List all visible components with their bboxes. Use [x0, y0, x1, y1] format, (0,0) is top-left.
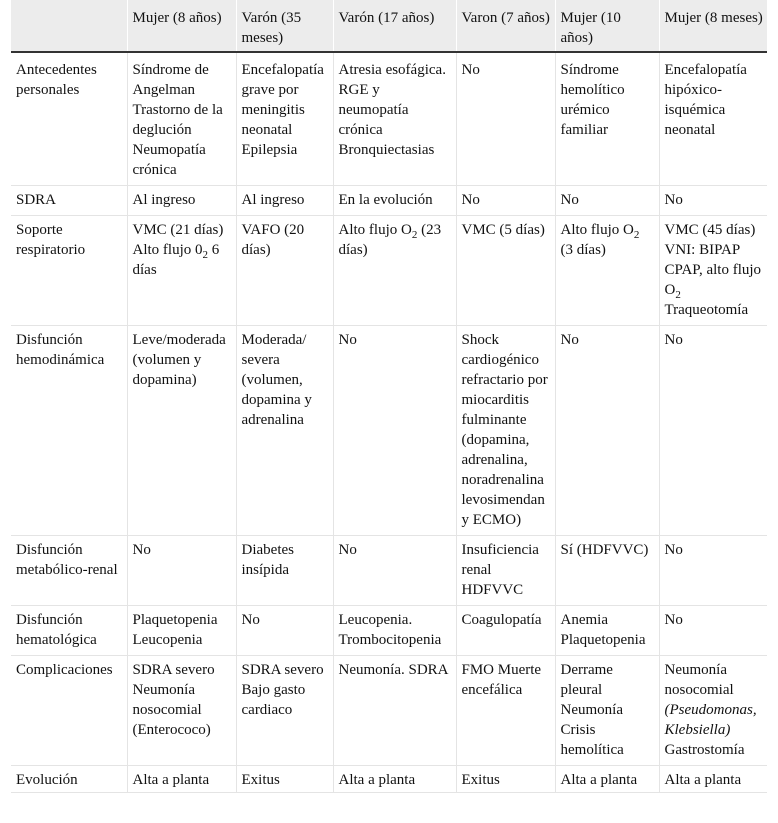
header-row: [11, 0, 767, 52]
table-cell: No: [333, 536, 456, 606]
table-cell: Encefalopatía grave por meningitis neonatal Epilepsia: [236, 52, 333, 186]
table-cell: Encefalopatía hipóxico-isquémica neonatal: [659, 52, 767, 186]
table-cell: No: [659, 536, 767, 606]
italic-organisms: (Pseudomonas, Klebsiella): [664, 702, 757, 738]
cell-text: (23 días): [338, 222, 442, 258]
table-cell: Leucopenia. Trombocitopenia: [333, 606, 456, 656]
header-cell-patient-3: Varón (17 años): [333, 0, 456, 52]
table-cell: Alta a planta: [659, 766, 767, 793]
table-cell: SDRA severo Bajo gasto cardiaco: [236, 656, 333, 766]
table-cell: Exitus: [236, 766, 333, 793]
table-header: [11, 0, 767, 52]
table-cell: VAFO (20 días): [236, 216, 333, 326]
table-cell: No: [236, 606, 333, 656]
table-cell: Alta a planta: [555, 766, 659, 793]
table-row-metabolico: [11, 536, 767, 606]
subscript: 2: [633, 229, 640, 241]
table-row-hemodinamica: [11, 326, 767, 536]
cell-text: Alto flujo O: [338, 222, 412, 238]
table-row-soporte: [11, 216, 767, 326]
table-cell: VMC (5 días): [456, 216, 555, 326]
row-label: Complicaciones: [11, 656, 127, 766]
table-cell: Al ingreso: [236, 186, 333, 216]
subscript: 2: [411, 229, 418, 241]
table-row-evolucion: [11, 766, 767, 793]
header-cell-patient-2: Varón (35 meses): [236, 0, 333, 52]
table-cell: Síndrome de Angelman Trastorno de la deglución Neumopatía crónica: [127, 52, 236, 186]
table-cell: Alta a planta: [333, 766, 456, 793]
table-cell: [127, 216, 236, 326]
table-cell: Exitus: [456, 766, 555, 793]
table-cell: [659, 216, 767, 326]
table-cell: No: [333, 326, 456, 536]
table-cell: No: [555, 186, 659, 216]
table-cell: No: [456, 52, 555, 186]
cell-text: (3 días): [560, 242, 606, 258]
table-cell: Síndrome hemolítico urémico familiar: [555, 52, 659, 186]
table-body: [11, 52, 767, 793]
table-cell: En la evolución: [333, 186, 456, 216]
table-cell: Atresia esofágica. RGE y neumopatía crónica Bronquiectasias: [333, 52, 456, 186]
table-cell: Alta a planta: [127, 766, 236, 793]
table-cell: Shock cardiogénico refractario por miocarditis fulminante (dopamina, adrenalina, noradrenalina levosimendan y ECMO): [456, 326, 555, 536]
table-row-sdra: [11, 186, 767, 216]
cell-text: Neumonía nosocomial: [664, 662, 734, 698]
cell-text: Gastrostomía: [664, 742, 745, 758]
table-cell: [333, 216, 456, 326]
cell-text: VMC (45 días) VNI: BIPAP CPAP, alto flujo O: [664, 222, 762, 298]
table-cell: No: [659, 326, 767, 536]
table-cell: Al ingreso: [127, 186, 236, 216]
table-cell: No: [659, 186, 767, 216]
table-cell: Moderada/ severa (volumen, dopamina y adrenalina: [236, 326, 333, 536]
table-cell: No: [456, 186, 555, 216]
table-cell: Leve/moderada (volumen y dopamina): [127, 326, 236, 536]
table-cell: Plaquetopenia Leucopenia: [127, 606, 236, 656]
table-cell: No: [127, 536, 236, 606]
subscript: 2: [675, 289, 681, 301]
header-cell-empty: [11, 0, 127, 52]
cell-text: VMC (21 días) Alto flujo 0: [132, 222, 224, 258]
row-label: Soporte respiratorio: [11, 216, 127, 326]
header-cell-patient-1: Mujer (8 años): [127, 0, 236, 52]
header-cell-patient-6: Mujer (8 meses): [659, 0, 767, 52]
table-cell: Coagulopatía: [456, 606, 555, 656]
table-cell: No: [555, 326, 659, 536]
row-label: Disfunción hemodinámica: [11, 326, 127, 536]
table-cell: Insuficiencia renal HDFVVC: [456, 536, 555, 606]
table-cell: [659, 656, 767, 766]
table-cell: Derrame pleural Neumonía Crisis hemolítica: [555, 656, 659, 766]
table-row-complicaciones: [11, 656, 767, 766]
table-cell: Sí (HDFVVC): [555, 536, 659, 606]
row-label: Disfunción hematológica: [11, 606, 127, 656]
table-cell: SDRA severo Neumonía nosocomial (Enterococo): [127, 656, 236, 766]
header-cell-patient-5: Mujer (10 años): [555, 0, 659, 52]
row-label: Evolución: [11, 766, 127, 793]
cell-text: Traqueotomía: [664, 302, 749, 318]
header-cell-patient-4: Varon (7 años): [456, 0, 555, 52]
row-label: Antecedentes personales: [11, 52, 127, 186]
row-label: SDRA: [11, 186, 127, 216]
cell-text: 6 días: [132, 242, 220, 278]
table-cell: Diabetes insípida: [236, 536, 333, 606]
clinical-cases-table: [11, 0, 767, 793]
table-cell: [555, 216, 659, 326]
table-cell: Neumonía. SDRA: [333, 656, 456, 766]
row-label: Disfunción metabólico-renal: [11, 536, 127, 606]
table-row-antecedentes: [11, 52, 767, 186]
table-cell: Anemia Plaquetopenia: [555, 606, 659, 656]
clinical-cases-table-container: [11, 0, 767, 793]
table-row-hematologica: [11, 606, 767, 656]
cell-text: Alto flujo O: [560, 222, 634, 238]
table-cell: FMO Muerte encefálica: [456, 656, 555, 766]
table-cell: No: [659, 606, 767, 656]
subscript: 2: [202, 249, 208, 261]
